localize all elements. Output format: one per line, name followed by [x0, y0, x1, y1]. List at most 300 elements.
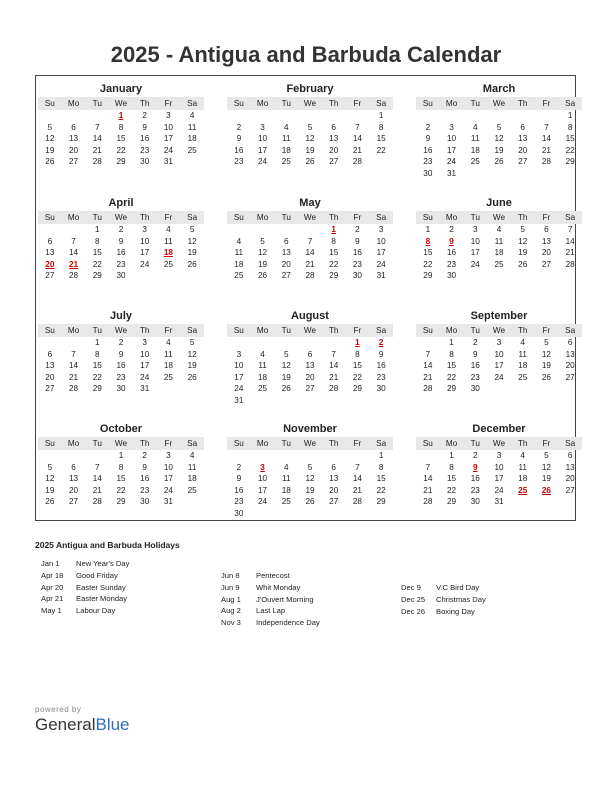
- day-cell[interactable]: 14: [69, 361, 79, 371]
- day-cell[interactable]: 16: [116, 361, 126, 371]
- day-cell[interactable]: 27: [69, 497, 79, 507]
- day-cell[interactable]: 17: [163, 134, 173, 144]
- day-cell[interactable]: 3: [166, 451, 171, 460]
- day-cell[interactable]: 24: [163, 485, 173, 495]
- day-cell[interactable]: 22: [423, 259, 433, 269]
- day-cell[interactable]: 16: [140, 134, 150, 144]
- day-cell[interactable]: 19: [305, 145, 315, 155]
- day-cell[interactable]: 31: [447, 168, 457, 178]
- day-cell[interactable]: 28: [352, 157, 362, 167]
- day-cell[interactable]: 22: [352, 372, 362, 382]
- day-cell[interactable]: 9: [118, 349, 124, 359]
- day-cell[interactable]: 25: [187, 145, 197, 155]
- day-cell[interactable]: 21: [352, 485, 362, 495]
- day-cell[interactable]: 2: [449, 225, 454, 234]
- day-cell[interactable]: 11: [518, 349, 527, 359]
- day-cell[interactable]: 16: [470, 474, 480, 484]
- day-cell[interactable]: 20: [305, 372, 315, 382]
- day-cell[interactable]: 13: [305, 361, 315, 371]
- day-cell[interactable]: 20: [329, 145, 339, 155]
- day-cell[interactable]: 4: [166, 338, 171, 347]
- day-cell[interactable]: 22: [565, 145, 575, 155]
- day-cell[interactable]: 12: [305, 474, 315, 484]
- holiday-day-cell[interactable]: 20: [45, 259, 55, 269]
- day-cell[interactable]: 23: [470, 372, 480, 382]
- day-cell[interactable]: 21: [423, 485, 433, 495]
- day-cell[interactable]: 14: [305, 248, 315, 258]
- day-cell[interactable]: 25: [163, 372, 173, 382]
- day-cell[interactable]: 1: [95, 225, 100, 234]
- day-cell[interactable]: 20: [281, 259, 291, 269]
- day-cell[interactable]: 21: [92, 145, 102, 155]
- day-cell[interactable]: 22: [329, 259, 339, 269]
- day-cell[interactable]: 23: [447, 259, 457, 269]
- day-cell[interactable]: 2: [142, 451, 147, 460]
- day-cell[interactable]: 16: [470, 361, 480, 371]
- day-cell[interactable]: 21: [69, 372, 79, 382]
- day-cell[interactable]: 16: [234, 145, 244, 155]
- day-cell[interactable]: 29: [92, 384, 102, 394]
- day-cell[interactable]: 20: [69, 485, 79, 495]
- day-cell[interactable]: 27: [329, 497, 339, 507]
- day-cell[interactable]: 20: [69, 145, 79, 155]
- day-cell[interactable]: 15: [92, 361, 102, 371]
- day-cell[interactable]: 3: [166, 111, 171, 120]
- day-cell[interactable]: 2: [236, 122, 242, 132]
- day-cell[interactable]: 26: [305, 157, 315, 167]
- day-cell[interactable]: 7: [71, 349, 76, 359]
- day-cell[interactable]: 21: [423, 372, 433, 382]
- day-cell[interactable]: 19: [281, 372, 291, 382]
- day-cell[interactable]: 25: [281, 157, 291, 167]
- day-cell[interactable]: 24: [140, 259, 150, 269]
- day-cell[interactable]: 17: [163, 474, 173, 484]
- day-cell[interactable]: 6: [520, 122, 525, 132]
- day-cell[interactable]: 18: [518, 474, 528, 484]
- holiday-day-cell[interactable]: 9: [449, 236, 454, 246]
- day-cell[interactable]: 15: [423, 248, 433, 258]
- day-cell[interactable]: 11: [282, 134, 291, 144]
- day-cell[interactable]: 12: [305, 134, 315, 144]
- day-cell[interactable]: 17: [470, 248, 480, 258]
- day-cell[interactable]: 8: [378, 462, 384, 472]
- day-cell[interactable]: 26: [45, 497, 55, 507]
- day-cell[interactable]: 12: [187, 236, 197, 246]
- day-cell[interactable]: 13: [69, 134, 79, 144]
- day-cell[interactable]: 20: [565, 361, 575, 371]
- day-cell[interactable]: 8: [378, 122, 384, 132]
- day-cell[interactable]: 6: [331, 122, 336, 132]
- day-cell[interactable]: 16: [352, 248, 362, 258]
- day-cell[interactable]: 3: [449, 122, 454, 132]
- day-cell[interactable]: 31: [376, 271, 386, 281]
- day-cell[interactable]: 24: [447, 157, 457, 167]
- day-cell[interactable]: 1: [95, 338, 100, 347]
- day-cell[interactable]: 5: [307, 462, 313, 472]
- day-cell[interactable]: 11: [282, 474, 291, 484]
- day-cell[interactable]: 12: [258, 248, 268, 258]
- day-cell[interactable]: 10: [470, 236, 480, 246]
- day-cell[interactable]: 16: [116, 248, 126, 258]
- day-cell[interactable]: 24: [163, 145, 173, 155]
- day-cell[interactable]: 13: [45, 248, 55, 258]
- day-cell[interactable]: 1: [118, 451, 124, 460]
- day-cell[interactable]: 19: [187, 248, 197, 258]
- day-cell[interactable]: 15: [92, 248, 102, 258]
- day-cell[interactable]: 3: [473, 225, 478, 234]
- day-cell[interactable]: 22: [447, 372, 457, 382]
- day-cell[interactable]: 15: [116, 134, 126, 144]
- day-cell[interactable]: 9: [236, 134, 242, 144]
- day-cell[interactable]: 9: [355, 236, 360, 246]
- day-cell[interactable]: 8: [567, 122, 573, 132]
- day-cell[interactable]: 13: [329, 474, 339, 484]
- day-cell[interactable]: 23: [423, 157, 433, 167]
- day-cell[interactable]: 21: [352, 145, 362, 155]
- day-cell[interactable]: 27: [565, 485, 575, 495]
- day-cell[interactable]: 10: [163, 122, 173, 132]
- day-cell[interactable]: 15: [376, 134, 386, 144]
- holiday-day-cell[interactable]: 1: [331, 225, 336, 234]
- day-cell[interactable]: 31: [494, 497, 504, 507]
- day-cell[interactable]: 23: [234, 497, 244, 507]
- day-cell[interactable]: 14: [423, 474, 433, 484]
- day-cell[interactable]: 6: [331, 462, 336, 472]
- day-cell[interactable]: 4: [166, 225, 171, 234]
- day-cell[interactable]: 30: [352, 271, 362, 281]
- day-cell[interactable]: 28: [423, 497, 433, 507]
- day-cell[interactable]: 6: [307, 349, 313, 359]
- day-cell[interactable]: 31: [234, 395, 244, 405]
- day-cell[interactable]: 13: [518, 134, 528, 144]
- day-cell[interactable]: 30: [470, 384, 480, 394]
- day-cell[interactable]: 6: [71, 462, 76, 472]
- day-cell[interactable]: 8: [355, 349, 360, 359]
- day-cell[interactable]: 24: [494, 485, 504, 495]
- day-cell[interactable]: 29: [116, 157, 126, 167]
- day-cell[interactable]: 8: [449, 349, 454, 359]
- day-cell[interactable]: 5: [496, 122, 502, 132]
- day-cell[interactable]: 11: [471, 134, 480, 144]
- day-cell[interactable]: 21: [305, 259, 315, 269]
- day-cell[interactable]: 5: [520, 225, 525, 234]
- day-cell[interactable]: 22: [92, 259, 102, 269]
- day-cell[interactable]: 4: [260, 349, 265, 359]
- day-cell[interactable]: 14: [423, 361, 433, 371]
- day-cell[interactable]: 6: [47, 236, 53, 246]
- day-cell[interactable]: 26: [305, 497, 315, 507]
- day-cell[interactable]: 1: [378, 451, 384, 460]
- day-cell[interactable]: 30: [376, 384, 386, 394]
- day-cell[interactable]: 16: [376, 361, 386, 371]
- day-cell[interactable]: 3: [236, 349, 242, 359]
- day-cell[interactable]: 23: [376, 372, 386, 382]
- day-cell[interactable]: 7: [544, 122, 549, 132]
- day-cell[interactable]: 27: [305, 384, 315, 394]
- day-cell[interactable]: 24: [234, 384, 244, 394]
- day-cell[interactable]: 14: [92, 474, 102, 484]
- day-cell[interactable]: 9: [118, 236, 124, 246]
- day-cell[interactable]: 9: [142, 462, 147, 472]
- day-cell[interactable]: 28: [565, 259, 575, 269]
- day-cell[interactable]: 10: [163, 462, 173, 472]
- day-cell[interactable]: 22: [447, 485, 457, 495]
- day-cell[interactable]: 26: [518, 259, 528, 269]
- day-cell[interactable]: 14: [352, 474, 362, 484]
- holiday-day-cell[interactable]: 18: [163, 248, 173, 258]
- day-cell[interactable]: 29: [447, 384, 457, 394]
- day-cell[interactable]: 24: [376, 259, 386, 269]
- day-cell[interactable]: 11: [234, 248, 244, 258]
- day-cell[interactable]: 21: [92, 485, 102, 495]
- day-cell[interactable]: 19: [518, 248, 528, 258]
- day-cell[interactable]: 15: [447, 474, 457, 484]
- day-cell[interactable]: 19: [541, 474, 551, 484]
- day-cell[interactable]: 3: [378, 225, 384, 234]
- day-cell[interactable]: 8: [118, 462, 124, 472]
- day-cell[interactable]: 12: [45, 474, 55, 484]
- day-cell[interactable]: 14: [352, 134, 362, 144]
- day-cell[interactable]: 10: [494, 462, 504, 472]
- day-cell[interactable]: 23: [234, 157, 244, 167]
- day-cell[interactable]: 24: [494, 372, 504, 382]
- day-cell[interactable]: 19: [45, 485, 55, 495]
- holiday-day-cell[interactable]: 3: [260, 462, 265, 472]
- day-cell[interactable]: 10: [140, 349, 150, 359]
- day-cell[interactable]: 28: [423, 384, 433, 394]
- day-cell[interactable]: 29: [352, 384, 362, 394]
- day-cell[interactable]: 27: [45, 271, 55, 281]
- day-cell[interactable]: 10: [447, 134, 457, 144]
- day-cell[interactable]: 6: [47, 349, 53, 359]
- day-cell[interactable]: 18: [470, 145, 480, 155]
- day-cell[interactable]: 19: [494, 145, 504, 155]
- day-cell[interactable]: 27: [69, 157, 79, 167]
- day-cell[interactable]: 18: [494, 248, 504, 258]
- day-cell[interactable]: 29: [376, 497, 386, 507]
- day-cell[interactable]: 18: [234, 259, 244, 269]
- day-cell[interactable]: 17: [494, 361, 504, 371]
- day-cell[interactable]: 25: [518, 372, 528, 382]
- day-cell[interactable]: 14: [541, 134, 551, 144]
- day-cell[interactable]: 2: [118, 225, 124, 234]
- day-cell[interactable]: 23: [140, 485, 150, 495]
- day-cell[interactable]: 5: [47, 122, 53, 132]
- day-cell[interactable]: 19: [541, 361, 551, 371]
- day-cell[interactable]: 7: [425, 349, 431, 359]
- day-cell[interactable]: 5: [307, 122, 313, 132]
- day-cell[interactable]: 8: [95, 349, 100, 359]
- day-cell[interactable]: 14: [92, 134, 102, 144]
- day-cell[interactable]: 29: [92, 271, 102, 281]
- day-cell[interactable]: 14: [69, 248, 79, 258]
- day-cell[interactable]: 27: [45, 384, 55, 394]
- day-cell[interactable]: 27: [565, 372, 575, 382]
- day-cell[interactable]: 26: [541, 372, 551, 382]
- day-cell[interactable]: 12: [187, 349, 197, 359]
- day-cell[interactable]: 9: [142, 122, 147, 132]
- day-cell[interactable]: 6: [567, 338, 573, 347]
- day-cell[interactable]: 16: [423, 145, 433, 155]
- day-cell[interactable]: 1: [425, 225, 431, 234]
- holiday-day-cell[interactable]: 8: [425, 236, 431, 246]
- day-cell[interactable]: 25: [281, 497, 291, 507]
- day-cell[interactable]: 13: [45, 361, 55, 371]
- day-cell[interactable]: 28: [541, 157, 551, 167]
- day-cell[interactable]: 20: [541, 248, 551, 258]
- day-cell[interactable]: 9: [425, 134, 431, 144]
- day-cell[interactable]: 4: [189, 451, 195, 460]
- day-cell[interactable]: 12: [518, 236, 528, 246]
- day-cell[interactable]: 9: [236, 474, 242, 484]
- day-cell[interactable]: 11: [518, 462, 527, 472]
- day-cell[interactable]: 16: [447, 248, 457, 258]
- day-cell[interactable]: 5: [189, 338, 195, 347]
- day-cell[interactable]: 23: [352, 259, 362, 269]
- day-cell[interactable]: 18: [281, 145, 291, 155]
- holiday-day-cell[interactable]: 9: [473, 462, 478, 472]
- day-cell[interactable]: 17: [140, 361, 150, 371]
- day-cell[interactable]: 23: [140, 145, 150, 155]
- day-cell[interactable]: 14: [565, 236, 575, 246]
- day-cell[interactable]: 4: [473, 122, 478, 132]
- day-cell[interactable]: 2: [236, 462, 242, 472]
- day-cell[interactable]: 19: [305, 485, 315, 495]
- day-cell[interactable]: 28: [69, 271, 79, 281]
- day-cell[interactable]: 7: [307, 236, 313, 246]
- day-cell[interactable]: 19: [258, 259, 268, 269]
- day-cell[interactable]: 17: [376, 248, 386, 258]
- day-cell[interactable]: 26: [45, 157, 55, 167]
- day-cell[interactable]: 11: [187, 462, 197, 472]
- day-cell[interactable]: 4: [236, 236, 242, 246]
- day-cell[interactable]: 26: [187, 259, 197, 269]
- day-cell[interactable]: 7: [71, 236, 76, 246]
- day-cell[interactable]: 15: [329, 248, 339, 258]
- day-cell[interactable]: 27: [518, 157, 528, 167]
- day-cell[interactable]: 20: [565, 474, 575, 484]
- day-cell[interactable]: 21: [329, 372, 339, 382]
- day-cell[interactable]: 17: [140, 248, 150, 258]
- day-cell[interactable]: 16: [234, 485, 244, 495]
- day-cell[interactable]: 24: [258, 497, 268, 507]
- day-cell[interactable]: 3: [260, 122, 265, 132]
- day-cell[interactable]: 30: [140, 497, 150, 507]
- day-cell[interactable]: 27: [541, 259, 551, 269]
- day-cell[interactable]: 7: [567, 225, 573, 234]
- brand-logo[interactable]: [35, 715, 130, 735]
- day-cell[interactable]: 29: [329, 271, 339, 281]
- day-cell[interactable]: 25: [187, 485, 197, 495]
- day-cell[interactable]: 22: [376, 145, 386, 155]
- day-cell[interactable]: 1: [567, 111, 573, 120]
- day-cell[interactable]: 4: [496, 225, 502, 234]
- day-cell[interactable]: 20: [518, 145, 528, 155]
- day-cell[interactable]: 22: [116, 145, 126, 155]
- day-cell[interactable]: 9: [378, 349, 384, 359]
- holiday-day-cell[interactable]: 26: [541, 485, 551, 495]
- day-cell[interactable]: 6: [544, 225, 549, 234]
- day-cell[interactable]: 8: [118, 122, 124, 132]
- day-cell[interactable]: 3: [496, 338, 502, 347]
- day-cell[interactable]: 29: [116, 497, 126, 507]
- day-cell[interactable]: 17: [494, 474, 504, 484]
- day-cell[interactable]: 18: [163, 361, 173, 371]
- day-cell[interactable]: 13: [565, 462, 575, 472]
- day-cell[interactable]: 11: [187, 122, 197, 132]
- day-cell[interactable]: 10: [376, 236, 386, 246]
- day-cell[interactable]: 2: [473, 338, 478, 347]
- day-cell[interactable]: 18: [258, 372, 268, 382]
- day-cell[interactable]: 10: [494, 349, 504, 359]
- day-cell[interactable]: 26: [281, 384, 291, 394]
- day-cell[interactable]: 30: [470, 497, 480, 507]
- day-cell[interactable]: 17: [258, 485, 268, 495]
- day-cell[interactable]: 24: [258, 157, 268, 167]
- day-cell[interactable]: 8: [95, 236, 100, 246]
- day-cell[interactable]: 6: [71, 122, 76, 132]
- day-cell[interactable]: 10: [258, 134, 268, 144]
- day-cell[interactable]: 11: [164, 236, 173, 246]
- day-cell[interactable]: 7: [355, 122, 360, 132]
- day-cell[interactable]: 10: [234, 361, 244, 371]
- day-cell[interactable]: 26: [258, 271, 268, 281]
- day-cell[interactable]: 29: [423, 271, 433, 281]
- day-cell[interactable]: 29: [447, 497, 457, 507]
- day-cell[interactable]: 23: [470, 485, 480, 495]
- day-cell[interactable]: 2: [142, 111, 147, 120]
- day-cell[interactable]: 4: [284, 122, 289, 132]
- day-cell[interactable]: 30: [116, 384, 126, 394]
- day-cell[interactable]: 17: [258, 145, 268, 155]
- day-cell[interactable]: 18: [187, 474, 197, 484]
- holiday-day-cell[interactable]: 21: [69, 259, 79, 269]
- day-cell[interactable]: 5: [189, 225, 195, 234]
- day-cell[interactable]: 31: [163, 497, 173, 507]
- day-cell[interactable]: 31: [163, 157, 173, 167]
- holiday-day-cell[interactable]: 1: [355, 338, 360, 347]
- day-cell[interactable]: 22: [92, 372, 102, 382]
- day-cell[interactable]: 13: [329, 134, 339, 144]
- day-cell[interactable]: 11: [164, 349, 173, 359]
- day-cell[interactable]: 25: [163, 259, 173, 269]
- day-cell[interactable]: 18: [187, 134, 197, 144]
- day-cell[interactable]: 15: [116, 474, 126, 484]
- day-cell[interactable]: 13: [541, 236, 551, 246]
- day-cell[interactable]: 24: [140, 372, 150, 382]
- day-cell[interactable]: 12: [494, 134, 504, 144]
- day-cell[interactable]: 1: [449, 338, 454, 347]
- day-cell[interactable]: 13: [281, 248, 291, 258]
- day-cell[interactable]: 12: [541, 462, 551, 472]
- day-cell[interactable]: 26: [187, 372, 197, 382]
- day-cell[interactable]: 28: [92, 157, 102, 167]
- day-cell[interactable]: 28: [305, 271, 315, 281]
- day-cell[interactable]: 2: [118, 338, 124, 347]
- day-cell[interactable]: 26: [494, 157, 504, 167]
- day-cell[interactable]: 31: [140, 384, 150, 394]
- day-cell[interactable]: 5: [544, 338, 549, 347]
- day-cell[interactable]: 28: [69, 384, 79, 394]
- day-cell[interactable]: 8: [449, 462, 454, 472]
- day-cell[interactable]: 20: [45, 372, 55, 382]
- day-cell[interactable]: 7: [425, 462, 431, 472]
- day-cell[interactable]: 23: [116, 372, 126, 382]
- day-cell[interactable]: 1: [449, 451, 454, 460]
- day-cell[interactable]: 12: [45, 134, 55, 144]
- day-cell[interactable]: 25: [470, 157, 480, 167]
- day-cell[interactable]: 17: [234, 372, 244, 382]
